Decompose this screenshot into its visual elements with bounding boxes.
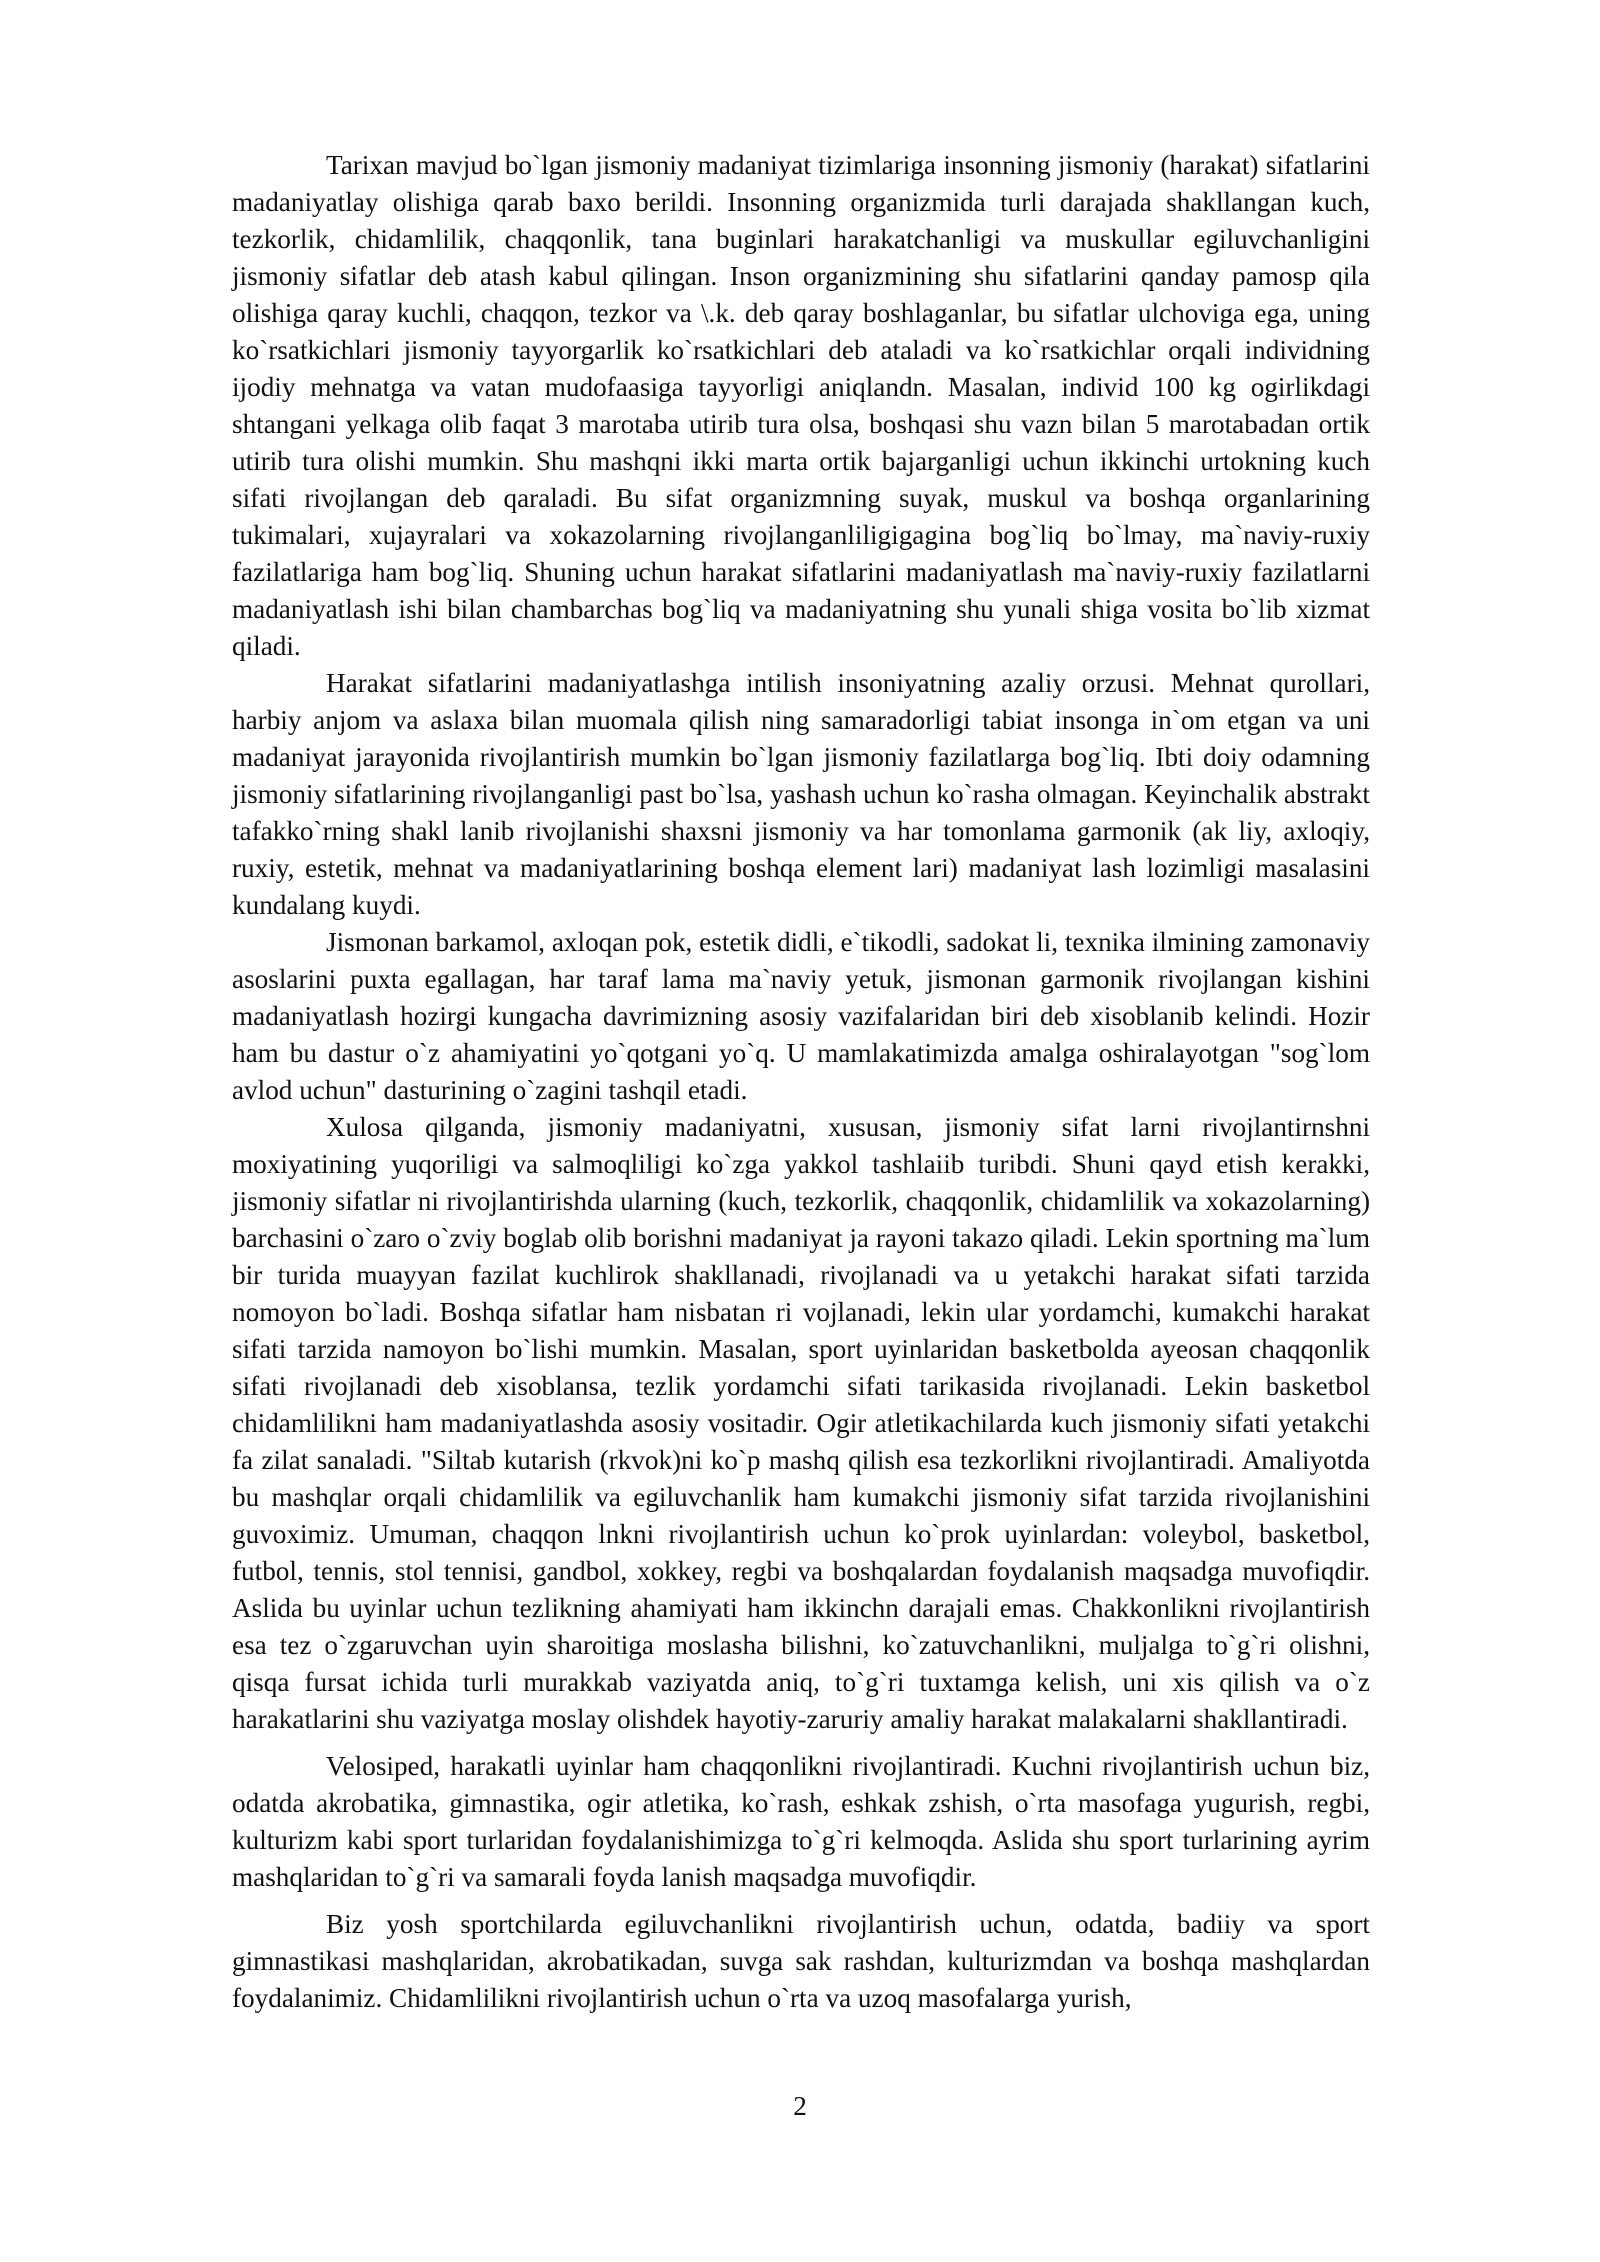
paragraph-movement-qualities-aspiration: Harakat sifatlarini madaniyatlashga intilish insoniyatning azaliy orzusi. Mehnat qurollari, harbiy anjom va aslaxa bilan muomala qilish ning samaradorligi tabiat insonga in`om etgan va uni madaniyat jarayonida rivojlantirish mumkin bo`lgan jismoniy fazilatlarga bog`liq. Ibti doiy odamning jismoniy sifatlarining rivojlanganligi past bo`lsa, yashash uchun ko`rasha olmagan. Keyinchalik abstrakt tafakko`rning shakl lanib rivojlanishi shaxsni jismoniy va har tomonlama garmonik (ak liy, axloqiy, ruxiy, estetik, mehnat va madaniyatlarining boshqa element lari) madaniyat lash lozimligi masalasini kundalang kuydi. — [232, 668, 1370, 920]
paragraph-physical-qualities-history: Tarixan mavjud bo`lgan jismoniy madaniyat tizimlariga insonning jismoniy (harakat) sifatlarini madaniyatlay olishiga qarab baxo berildi. Insonning organizmida turli darajada shakllangan kuch, tezkorlik, chidamlilik, chaqqonlik, tana buginlari harakatchanligi va muskullar egiluvchanligini jismoniy sifatlar deb atash kabul qilingan. Inson organizmining shu sifatlarini qanday pamosp qila olishiga qaray kuchli, chaqqon, tezkor va \.k. deb qaray boshlaganlar, bu sifatlar ulchoviga ega, uning ko`rsatkichlari jismoniy tayyorgarlik ko`rsatkichlari deb ataladi va ko`rsatkichlar orqali individning ijodiy mehnatga va vatan mudofaasiga tayyorligi aniqlandn. Masalan, individ 100 kg ogirlikdagi shtangani yelkaga olib faqat 3 marotaba utirib tura olsa, boshqasi shu vazn bilan 5 marotabadan ortik utirib tura olishi mumkin. Shu mashqni ikki marta ortik bajarganligi uchun ikkinchi urtokning kuch sifati rivojlangan deb qaraladi. Bu sifat organizmning suyak, muskul va boshqa organlarining tukimalari, xujayralari va xokazolarning rivojlanganliligigagina bog`liq bo`lmay, ma`naviy-ruxiy fazilatlariga ham bog`liq. Shuning uchun harakat sifatlarini madaniyatlash ma`naviy-ruxiy fazilatlarni madaniyatlash ishi bilan chambarchas bog`liq va madaniyatning shu yunali shiga vosita bo`lib xizmat qiladi. — [232, 150, 1370, 661]
page-number: 2 — [793, 2091, 807, 2121]
document-page — [232, 147, 1370, 2017]
paragraph-harmonious-development: Jismonan barkamol, axloqan pok, estetik didli, e`tikodli, sadokat li, texnika ilmining zamonaviy asoslarini puxta egallagan, har taraf lama ma`naviy yetuk, jismonan garmonik rivojlangan kishini madaniyatlash hozirgi kungacha davrimizning asosiy vazifalaridan biri deb xisoblanib kelindi. Hozir ham bu dastur o`z ahamiyatini yo`qotgani yo`q. U mamlakatimizda amalga oshiralayotgan "sog`lom avlod uchun" dasturining o`zagini tashqil etadi. — [232, 927, 1370, 1105]
paragraph-strength-development: Velosiped, harakatli uyinlar ham chaqqonlikni rivojlantiradi. Kuchni rivojlantirish uchun biz, odatda akrobatika, gimnastika, ogir atletika, ko`rash, eshkak zshish, o`rta masofaga yugurish, regbi, kulturizm kabi sport turlaridan foydalanishimizga to`g`ri kelmoqda. Aslida shu sport turlarining ayrim mashqlaridan to`g`ri va samarali foyda lanish maqsadga muvofiqdir. — [232, 1751, 1370, 1892]
paragraph-flexibility-endurance: Biz yosh sportchilarda egiluvchanlikni rivojlantirish uchun, odatda, badiiy va sport gimnastikasi mashqlaridan, akrobatikadan, suvga sak rashdan, kulturizmdan va boshqa mashqlardan foydalanimiz. Chidamlilikni rivojlantirish uchun o`rta va uzoq masofalarga yurish, — [232, 1909, 1370, 2013]
paragraph-conclusion-sport-qualities: Xulosa qilganda, jismoniy madaniyatni, xususan, jismoniy sifat larni rivojlantirnshni moxiyatining yuqoriligi va salmoqliligi ko`zga yakkol tashlaiib turibdi. Shuni qayd etish kerakki, jismoniy sifatlar ni rivojlantirishda ularning (kuch, tezkorlik, chaqqonlik, chidamlilik va xokazolarning) barchasini o`zaro o`zviy boglab olib borishni madaniyat ja rayoni takazo qiladi. Lekin sportning ma`lum bir turida muayyan fazilat kuchlirok shakllanadi, rivojlanadi va u yetakchi harakat sifati tarzida nomoyon bo`ladi. Boshqa sifatlar ham nisbatan ri vojlanadi, lekin ular yordamchi, kumakchi harakat sifati tarzida namoyon bo`lishi mumkin. Masalan, sport uyinlaridan basketbolda ayeosan chaqqonlik sifati rivojlanadi deb xisoblansa, tezlik yordamchi sifati tarikasida rivojlanadi. Lekin basketbol chidamlilikni ham madaniyatlashda asosiy vositadir. Ogir atletikachilarda kuch jismoniy sifati yetakchi fa zilat sanaladi. "Siltab kutarish (rkvok)ni ko`p mashq qilish esa tezkorlikni rivojlantiradi. Amaliyotda bu mashqlar orqali chidamlilik va egiluvchanlik ham kumakchi jismoniy sifat tarzida rivojlanishini guvoximiz. Umuman, chaqqon lnkni rivojlantirish uchun ko`prok uyinlardan: voleybol, basketbol, futbol, tennis, stol tennisi, gandbol, xokkey, regbi va boshqalardan foydalanish maqsadga muvofiqdir. Aslida bu uyinlar uchun tezlikning ahamiyati ham ikkinchn darajali emas. Chakkonlikni rivojlantirish esa tez o`zgaruvchan uyin sharoitiga moslasha bilishni, ko`zatuvchanlikni, muljalga to`g`ri olishni, qisqa fursat ichida turli murakkab vaziyatda aniq, to`g`ri tuxtamga kelish, uni xis qilish va o`z harakatlarini shu vaziyatga moslay olishdek hayotiy-zaruriy amaliy harakat malakalarni shakllantiradi. — [232, 1112, 1370, 1734]
